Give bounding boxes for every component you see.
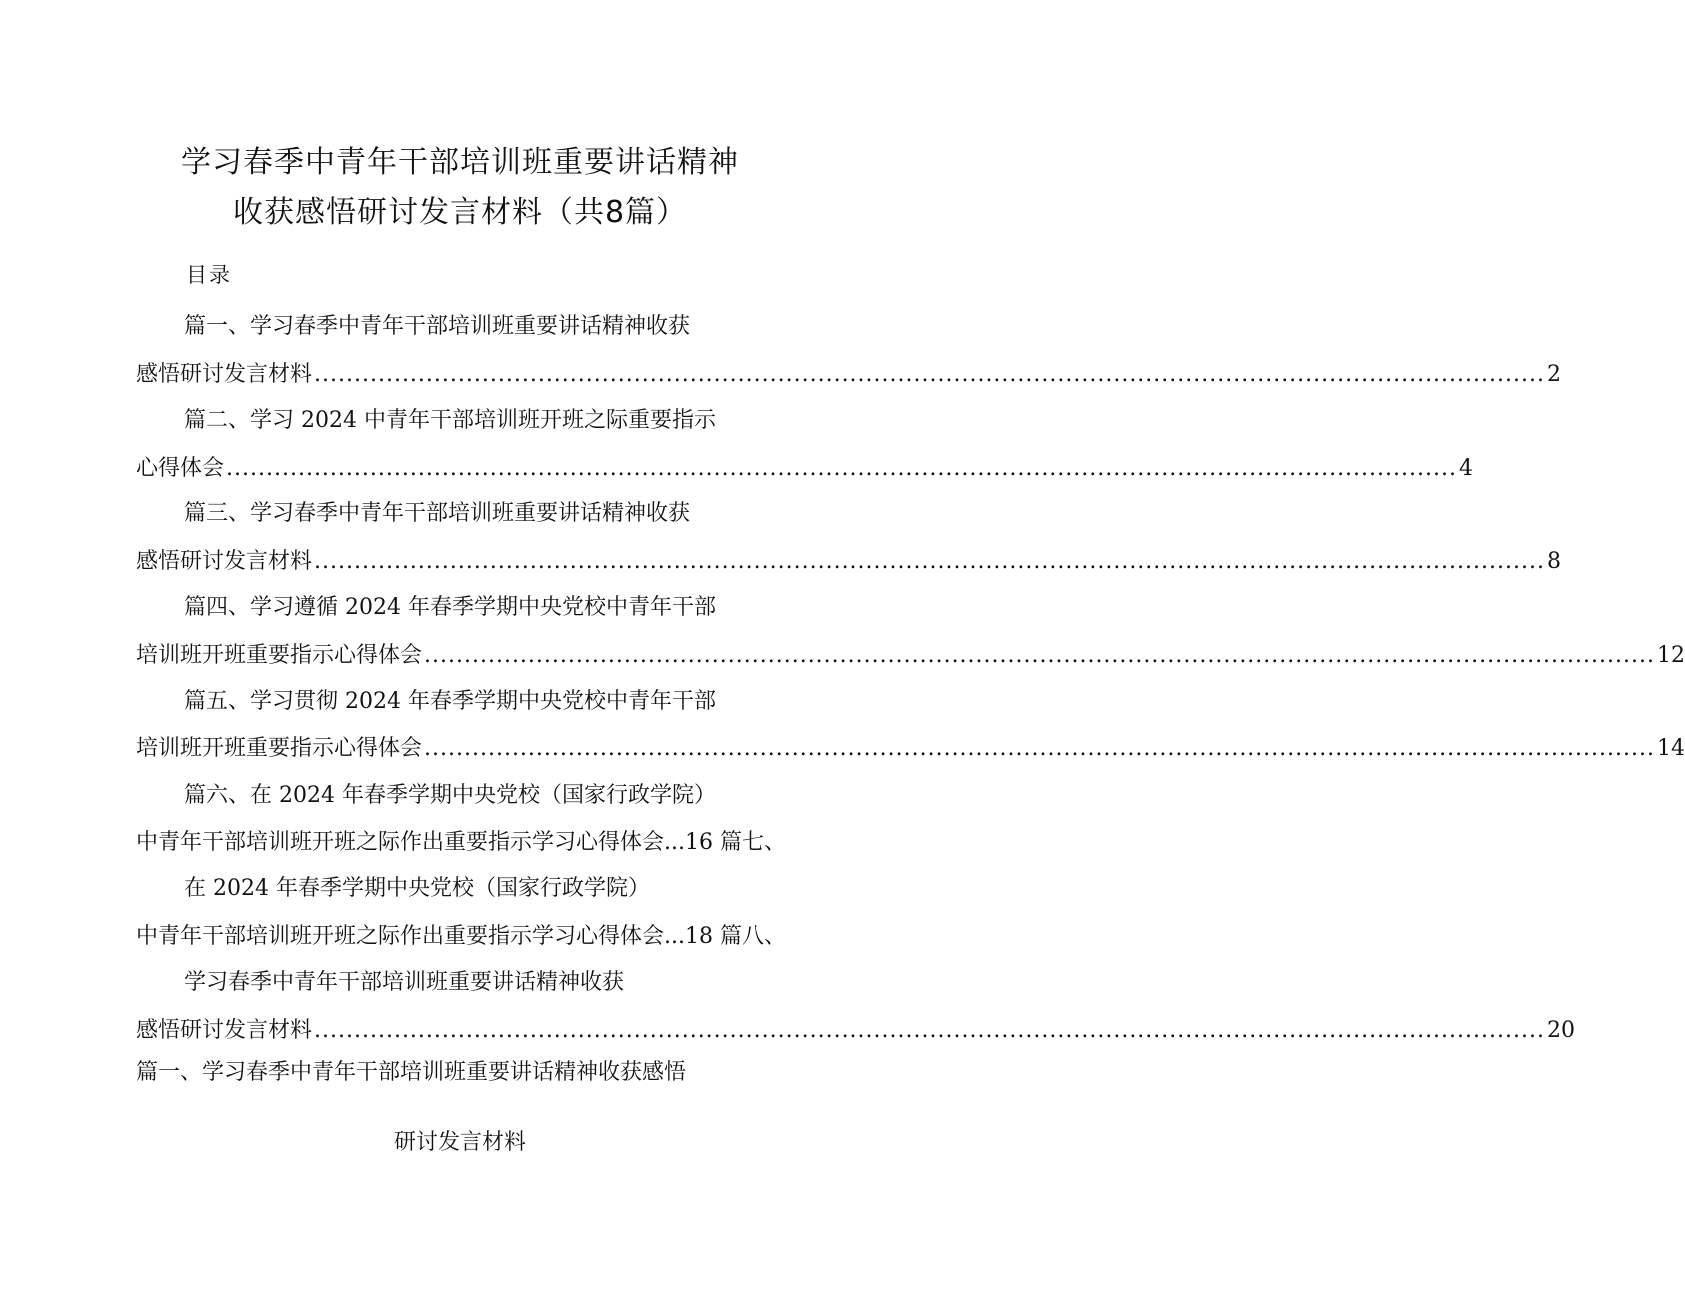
toc-entry-5-page: 14 (1656, 736, 1685, 761)
dot-leader: .......................................................................................................................................................... (314, 1018, 1545, 1043)
dot-leader: .......................................................................................................................................................... (226, 456, 1457, 481)
toc-entry-6-title-cont[interactable]: 中青年干部培训班开班之际作出重要指示学习心得体会...16 篇七、 (136, 830, 786, 855)
toc-entry-3-title-cont: 感悟研讨发言材料 (136, 549, 313, 574)
section-heading: 篇一、学习春季中青年干部培训班重要讲话精神收获感悟 (136, 1060, 687, 1085)
toc-entry-2-page: 4 (1458, 456, 1473, 481)
toc-entry-1-title[interactable]: 篇一、学习春季中青年干部培训班重要讲话精神收获 (184, 314, 691, 339)
toc-entry-4-title[interactable]: 篇四、学习遵循 2024 年春季学期中央党校中青年干部 (184, 595, 716, 620)
toc-entry-6-title[interactable]: 篇六、在 2024 年春季学期中央党校（国家行政学院） (184, 783, 716, 808)
toc-entry-3-page: 8 (1546, 549, 1561, 574)
toc-entry-1-title-cont: 感悟研讨发言材料 (136, 362, 313, 387)
toc-entry-8-title-cont: 感悟研讨发言材料 (136, 1018, 313, 1043)
toc-entry-7-title-cont[interactable]: 中青年干部培训班开班之际作出重要指示学习心得体会...18 篇八、 (136, 924, 786, 949)
dot-leader: .......................................................................................................................................................... (424, 736, 1655, 761)
toc-entry-1-page: 2 (1546, 362, 1561, 387)
toc-entry-3[interactable] (136, 549, 1561, 574)
toc-entry-1[interactable] (136, 362, 1561, 387)
toc-entry-7-title[interactable]: 在 2024 年春季学期中央党校（国家行政学院） (184, 876, 650, 901)
dot-leader: .......................................................................................................................................................... (424, 643, 1655, 668)
document-title-line2: 收获感悟研讨发言材料（共8篇） (232, 195, 688, 230)
toc-entry-2[interactable] (136, 456, 1473, 481)
toc-entry-4[interactable] (136, 643, 1685, 668)
toc-entry-5-title[interactable]: 篇五、学习贯彻 2024 年春季学期中央党校中青年干部 (184, 689, 716, 714)
toc-entry-8[interactable] (136, 1018, 1575, 1043)
toc-entry-8-title[interactable]: 学习春季中青年干部培训班重要讲话精神收获 (184, 970, 625, 995)
toc-entry-8-page: 20 (1546, 1018, 1575, 1043)
document-title-line1: 学习春季中青年干部培训班重要讲话精神 (181, 145, 739, 180)
toc-entry-2-title-cont: 心得体会 (136, 456, 225, 481)
toc-entry-3-title[interactable]: 篇三、学习春季中青年干部培训班重要讲话精神收获 (184, 501, 691, 526)
toc-entry-5-title-cont: 培训班开班重要指示心得体会 (136, 736, 423, 761)
toc-entry-4-page: 12 (1656, 643, 1685, 668)
section-heading-cont: 研讨发言材料 (393, 1130, 526, 1155)
toc-label: 目录 (186, 263, 232, 287)
toc-entry-5[interactable] (136, 736, 1685, 761)
toc-entry-4-title-cont: 培训班开班重要指示心得体会 (136, 643, 423, 668)
dot-leader: .......................................................................................................................................................... (314, 549, 1545, 574)
dot-leader: .......................................................................................................................................................... (314, 362, 1545, 387)
toc-entry-2-title[interactable]: 篇二、学习 2024 中青年干部培训班开班之际重要指示 (184, 408, 716, 433)
